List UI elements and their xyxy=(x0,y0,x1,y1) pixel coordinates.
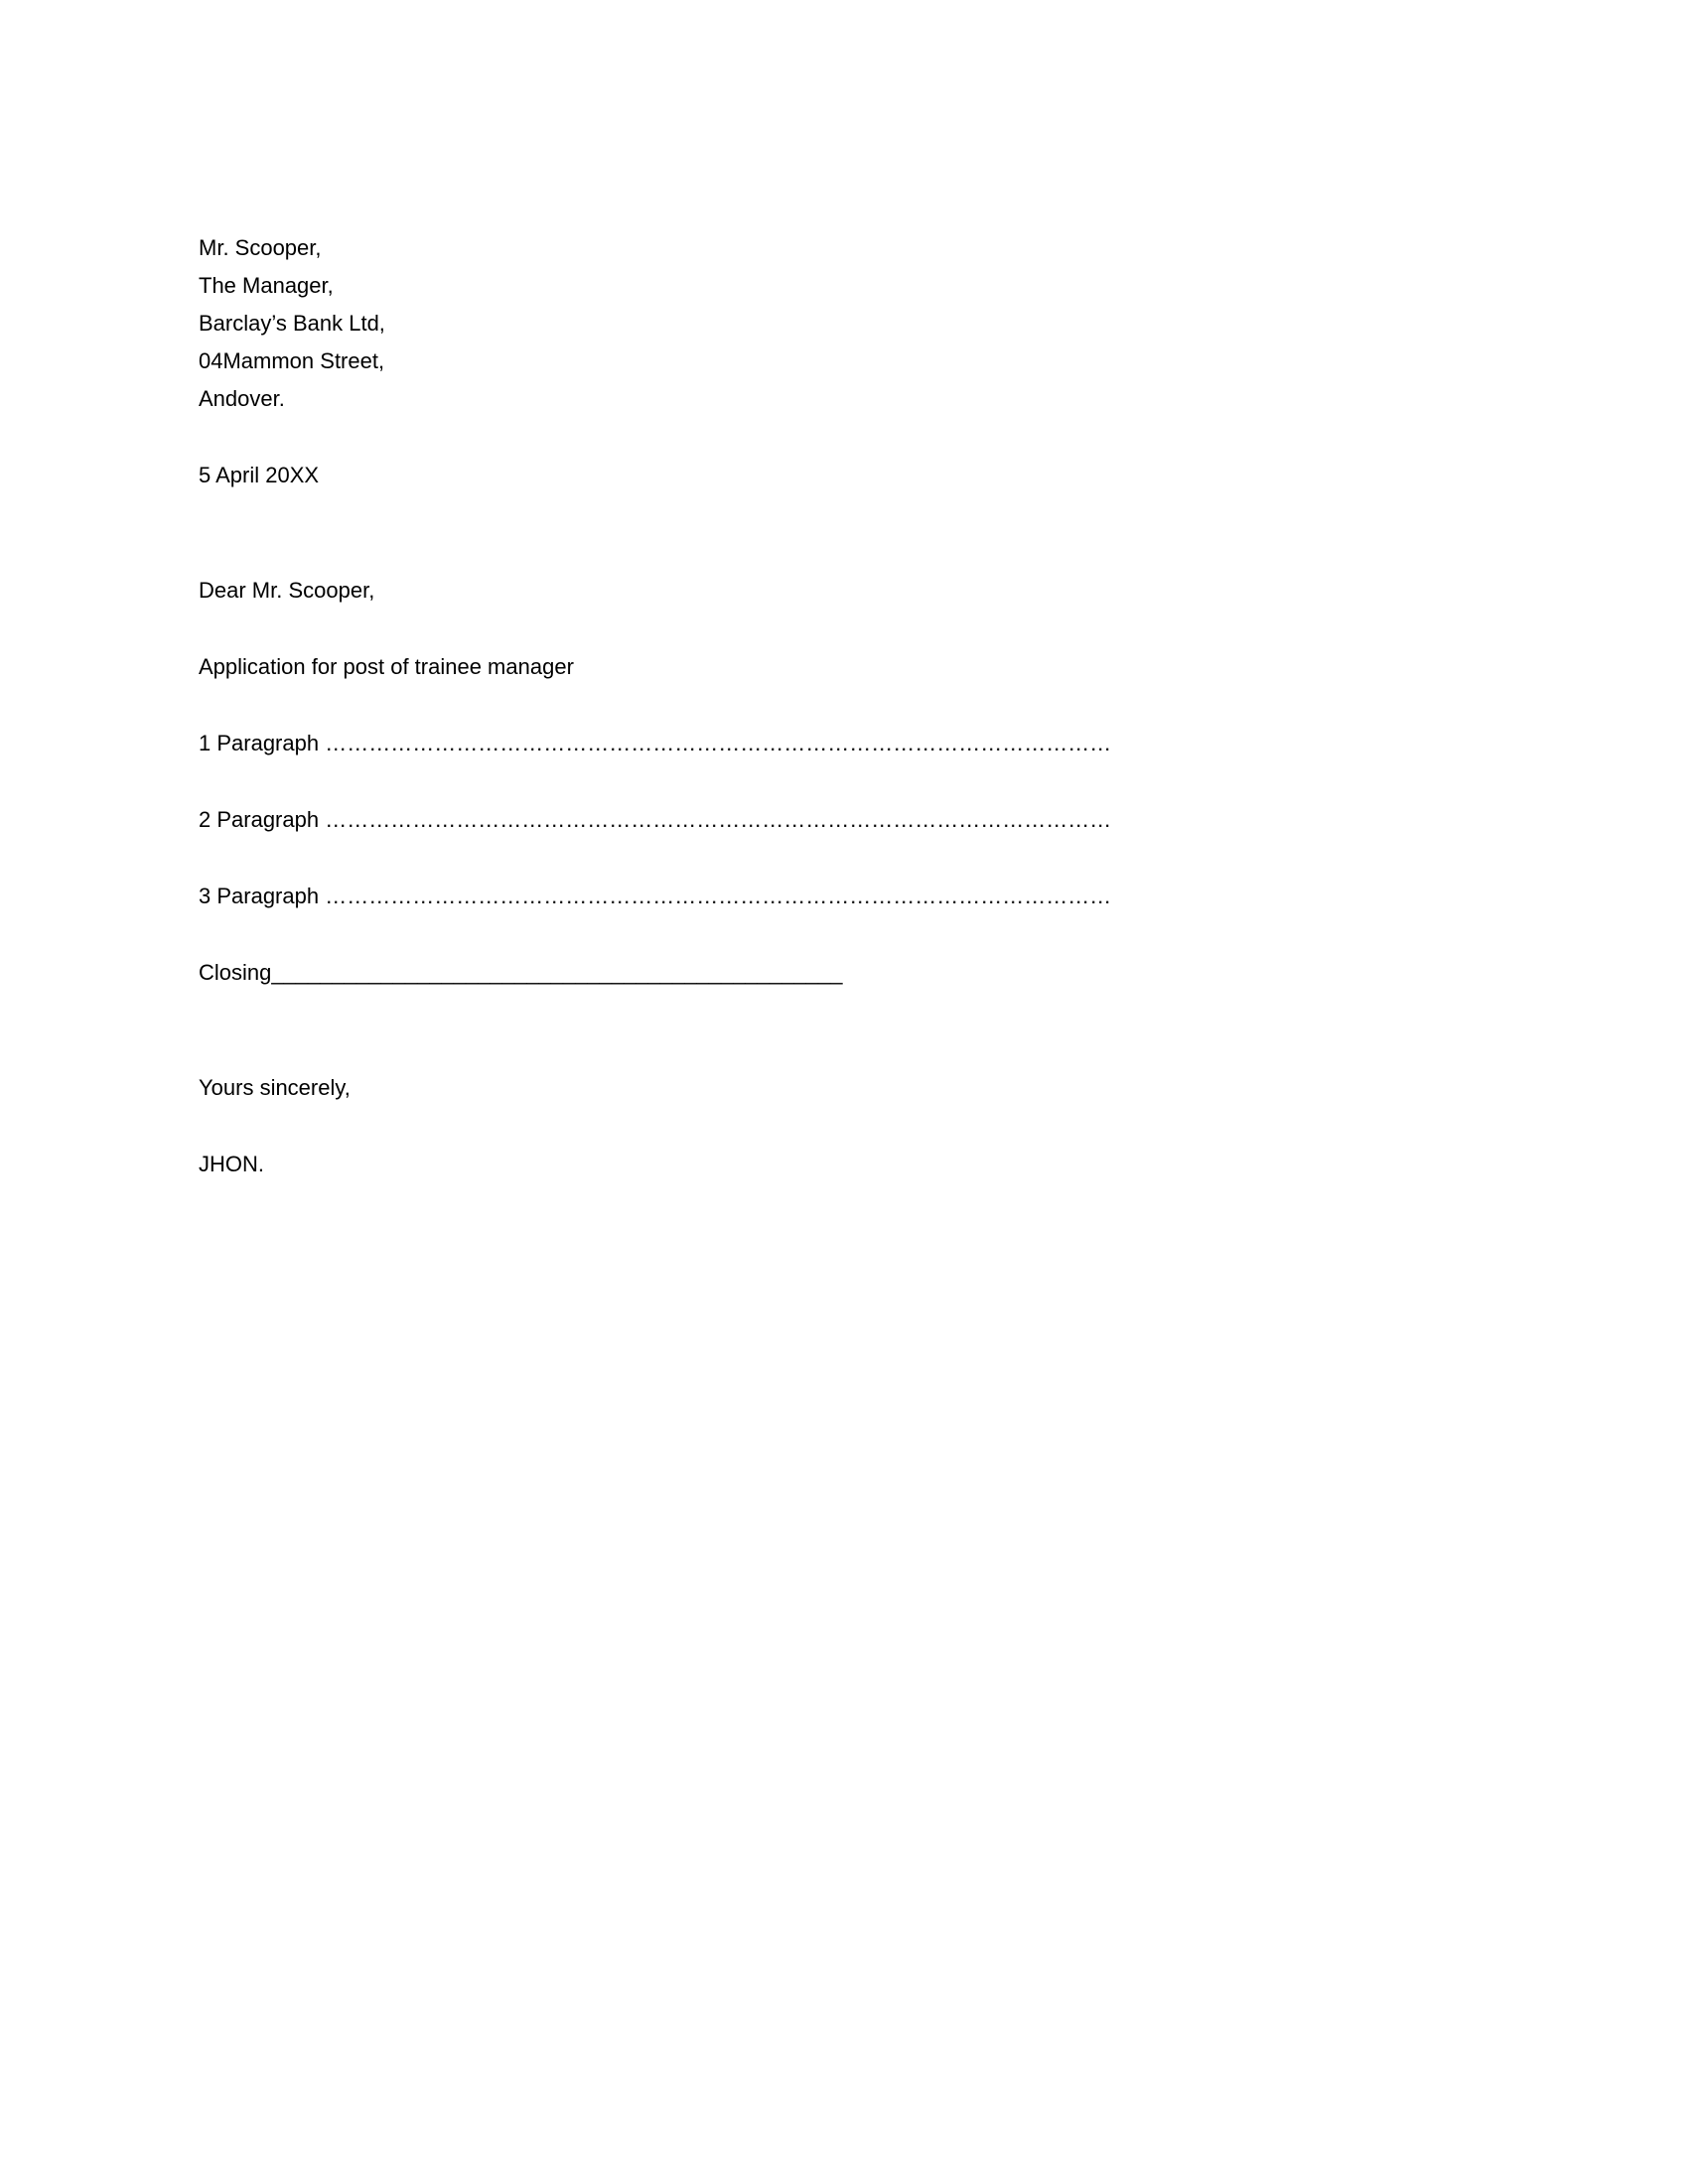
signoff: Yours sincerely, xyxy=(199,1075,351,1100)
recipient-city: Andover. xyxy=(199,386,285,411)
letter-date: 5 April 20XX xyxy=(199,463,320,487)
recipient-street: 04Mammon Street, xyxy=(199,348,385,373)
signature: JHON. xyxy=(199,1152,264,1176)
recipient-company: Barclay’s Bank Ltd, xyxy=(199,311,385,336)
paragraph-2: 2 Paragraph ……………………………………………………………………………………………… xyxy=(199,807,1112,832)
paragraph-1: 1 Paragraph ……………………………………………………………………………………………… xyxy=(199,731,1112,755)
closing-line: Closing_______________________________________________ xyxy=(199,960,843,985)
recipient-title: The Manager, xyxy=(199,273,334,298)
paragraph-3: 3 Paragraph ……………………………………………………………………………………………… xyxy=(199,884,1112,908)
recipient-name: Mr. Scooper, xyxy=(199,235,322,260)
salutation: Dear Mr. Scooper, xyxy=(199,578,375,603)
subject-line: Application for post of trainee manager xyxy=(199,654,574,679)
